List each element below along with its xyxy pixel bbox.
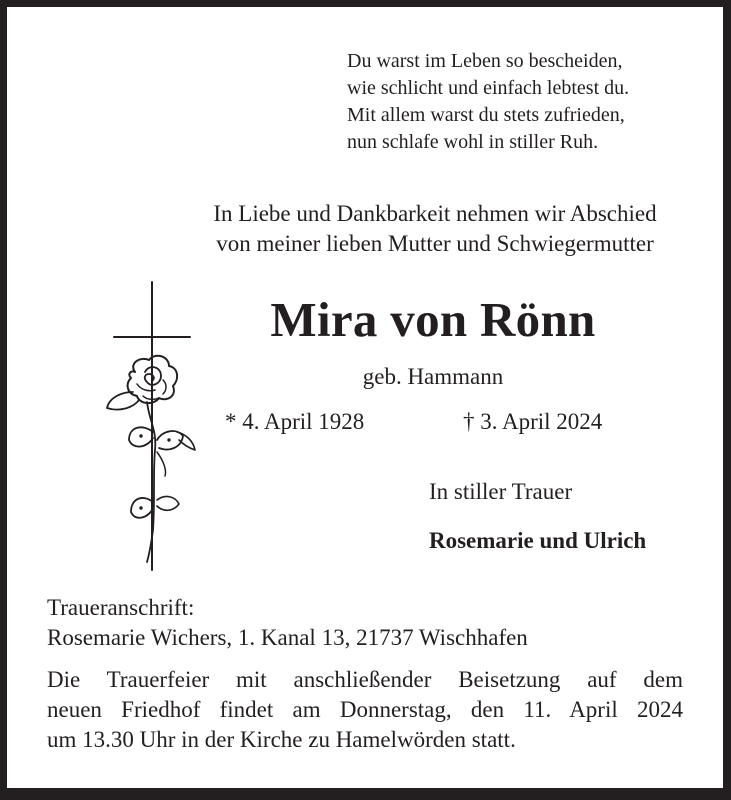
service-info <box>47 665 683 755</box>
poem-line: wie schlicht und einfach lebtest du. <box>347 77 630 99</box>
address-label: Traueranschrift: <box>47 595 195 620</box>
intro-line: In Liebe und Dankbarkeit nehmen wir Abschied <box>213 201 657 226</box>
service-line: Die Trauerfeier mit anschließender Beisetzung auf dem <box>47 667 683 692</box>
mourning-phrase: In stiller Trauer <box>429 479 573 504</box>
poem-line: nun schlafe wohl in stiller Ruh. <box>347 131 599 153</box>
poem-line: Du warst im Leben so bescheiden, <box>347 50 623 72</box>
service-line: um 13.30 Uhr in der Kirche zu Hamelwörden statt. <box>47 727 516 752</box>
birth-date: * 4. April 1928 <box>225 409 365 434</box>
poem <box>347 48 629 156</box>
obituary-notice <box>7 7 723 788</box>
maiden-name: geb. Hammann <box>362 364 504 389</box>
intro-line: von meiner lieben Mutter und Schwiegermutter <box>216 231 654 256</box>
death-date: † 3. April 2024 <box>463 409 603 434</box>
mourner-names: Rosemarie und Ulrich <box>429 528 647 553</box>
address-value: Rosemarie Wichers, 1. Kanal 13, 21737 Wischhafen <box>47 625 528 650</box>
deceased-name: Mira von Rönn <box>270 292 596 347</box>
poem-line: Mit allem warst du stets zufrieden, <box>347 104 625 126</box>
cross-with-rose-icon <box>97 280 207 580</box>
service-line: neuen Friedhof findet am Donnerstag, den 11. April 2024 <box>47 697 683 722</box>
intro-text <box>7 199 723 259</box>
